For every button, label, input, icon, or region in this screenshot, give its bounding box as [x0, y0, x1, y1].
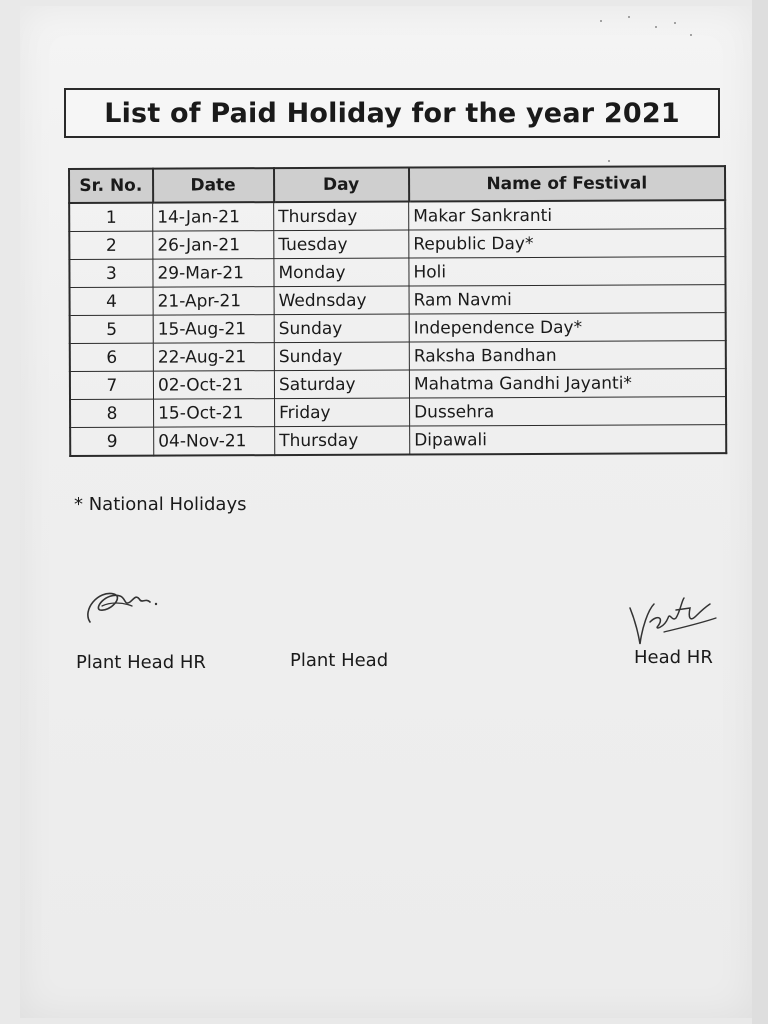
scan-speck: [600, 20, 602, 22]
header-festival: Name of Festival: [409, 166, 726, 201]
cell-festival: Dussehra: [410, 397, 727, 426]
cell-festival: Holi: [409, 257, 726, 286]
cell-sr-no: 3: [69, 259, 153, 287]
document-title-box: [64, 88, 720, 138]
signatory-plant-head: Plant Head: [290, 650, 389, 671]
cell-date: 26-Jan-21: [153, 231, 274, 260]
cell-date: 15-Aug-21: [153, 315, 274, 344]
cell-sr-no: 5: [70, 315, 154, 343]
cell-sr-no: 7: [70, 371, 154, 399]
cell-date: 04-Nov-21: [154, 427, 275, 456]
cell-date: 14-Jan-21: [153, 202, 274, 231]
scan-speck: [674, 22, 676, 24]
header-sr-no: Sr. No.: [69, 169, 153, 203]
scan-speck: [608, 160, 610, 162]
cell-date: 21-Apr-21: [153, 287, 274, 316]
cell-sr-no: 9: [70, 427, 154, 456]
holiday-table: [68, 165, 727, 457]
table-row: [69, 200, 725, 231]
cell-festival: Ram Navmi: [409, 285, 726, 314]
cell-day: Sunday: [274, 314, 409, 343]
cell-day: Friday: [275, 398, 410, 427]
cell-sr-no: 8: [70, 399, 154, 427]
scan-speck: [690, 34, 692, 36]
table-row: [69, 229, 725, 260]
cell-day: Wednsday: [274, 286, 409, 315]
signatory-plant-head-hr: Plant Head HR: [76, 652, 206, 673]
cell-day: Thursday: [275, 426, 410, 455]
cell-festival: Independence Day*: [409, 313, 726, 342]
table-row: [70, 369, 726, 400]
cell-date: 15-Oct-21: [154, 399, 275, 428]
cell-date: 02-Oct-21: [153, 371, 274, 400]
header-day: Day: [274, 168, 409, 203]
signatory-head-hr: Head HR: [634, 647, 713, 668]
scan-speck: [655, 26, 657, 28]
cell-day: Thursday: [274, 202, 409, 231]
scan-speck: [628, 16, 630, 18]
cell-day: Tuesday: [274, 230, 409, 259]
table-row: [70, 341, 726, 372]
table-row: [70, 425, 726, 456]
scan-edge: [752, 0, 768, 1024]
document-title: List of Paid Holiday for the year 2021: [104, 97, 680, 129]
cell-festival: Raksha Bandhan: [409, 341, 726, 370]
cell-sr-no: 6: [70, 343, 154, 371]
national-holidays-footnote: * National Holidays: [74, 494, 247, 515]
cell-sr-no: 1: [69, 203, 153, 232]
header-date: Date: [153, 168, 274, 203]
plant-head-hr-signature: [80, 572, 170, 632]
cell-festival: Makar Sankranti: [409, 200, 726, 230]
cell-sr-no: 4: [70, 287, 154, 315]
cell-day: Saturday: [274, 370, 409, 399]
table-header-row: [69, 166, 725, 203]
table-row: [70, 313, 726, 344]
head-hr-signature: [624, 588, 724, 650]
cell-festival: Mahatma Gandhi Jayanti*: [409, 369, 726, 398]
cell-day: Sunday: [274, 342, 409, 371]
cell-date: 29-Mar-21: [153, 259, 274, 288]
cell-sr-no: 2: [69, 231, 153, 259]
cell-day: Monday: [274, 258, 409, 287]
table-row: [70, 285, 726, 316]
cell-festival: Dipawali: [410, 425, 727, 455]
table-row: [70, 397, 726, 428]
table-row: [69, 257, 725, 288]
cell-date: 22-Aug-21: [153, 343, 274, 372]
cell-festival: Republic Day*: [409, 229, 726, 258]
